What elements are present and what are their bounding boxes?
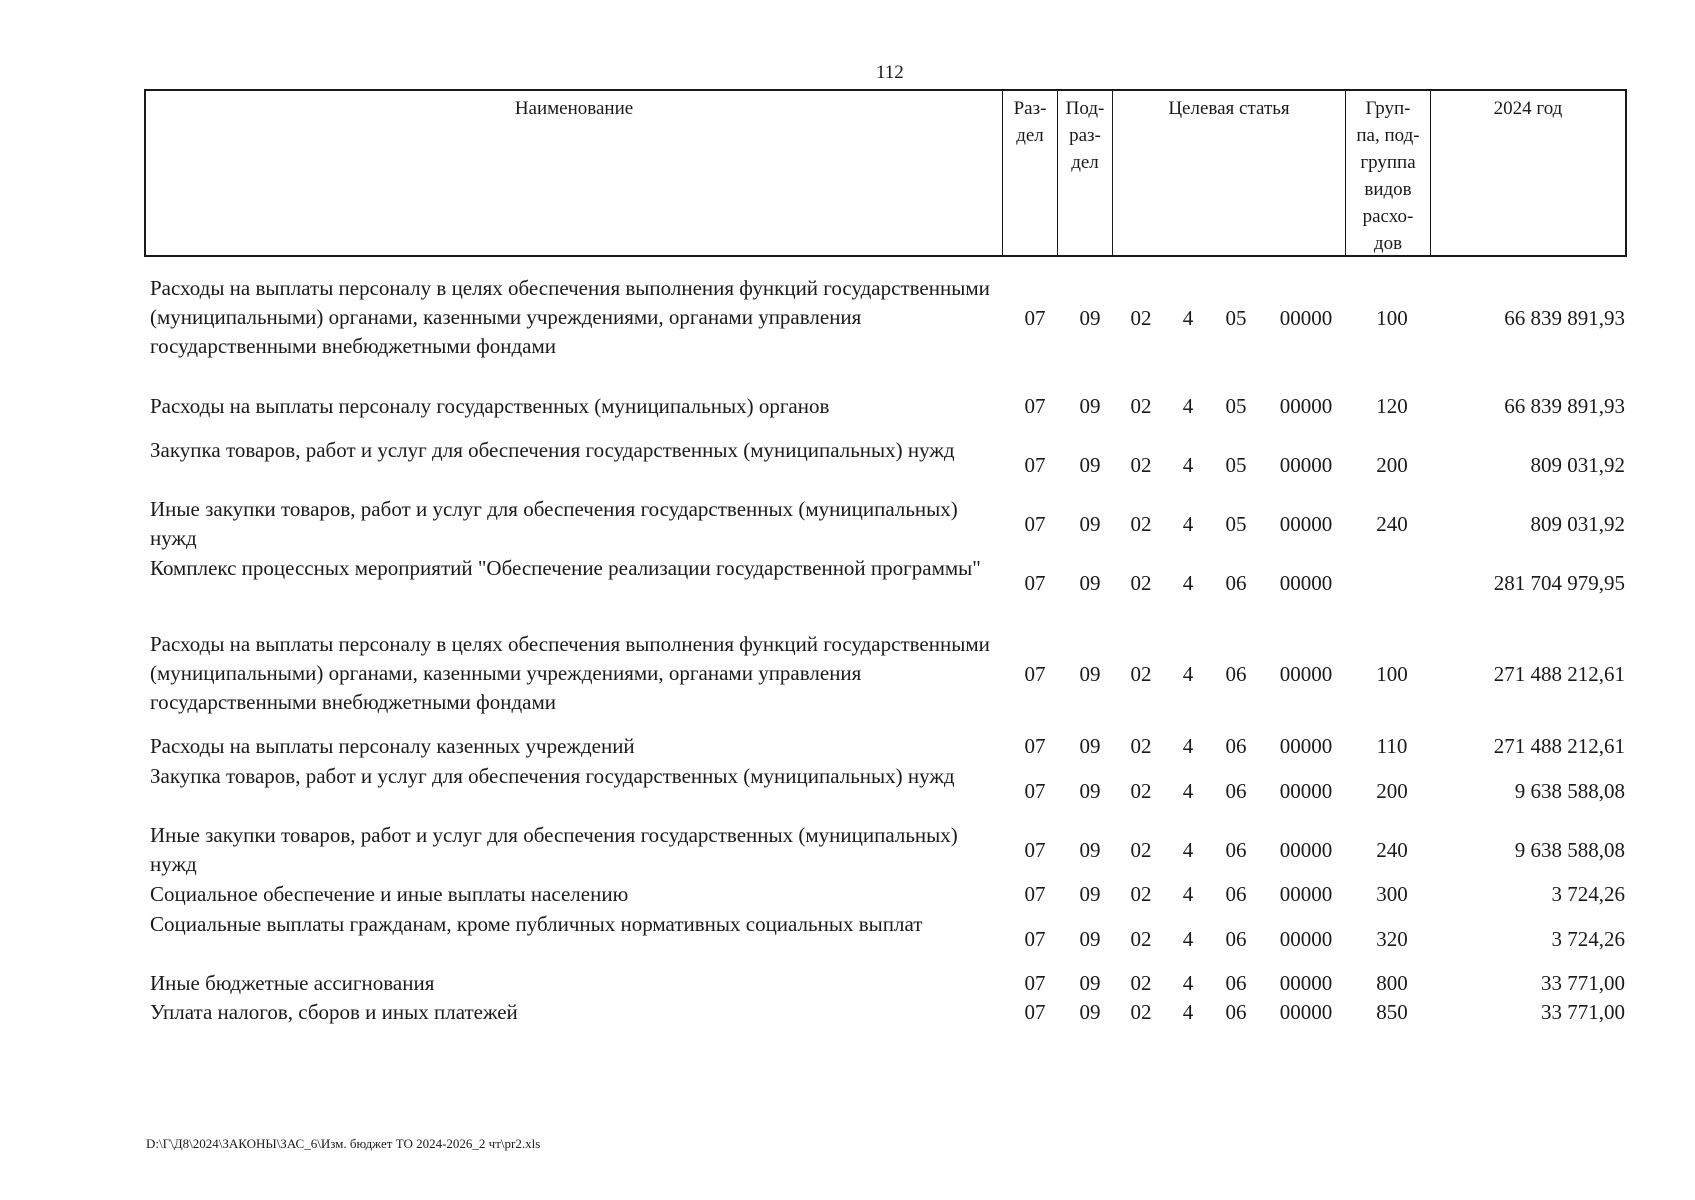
row-razdel: 07: [1024, 571, 1046, 595]
header-expense-group: Груп- па, под- группа видов расхо- дов: [1346, 91, 1431, 255]
row-podrazdel: 09: [1079, 882, 1101, 906]
row-cs-direction: 00000: [1279, 882, 1333, 906]
table-header: [144, 89, 1627, 257]
row-cs-direction: 00000: [1279, 971, 1333, 995]
row-group: 240: [1376, 512, 1408, 536]
row-cs-program: 02: [1130, 882, 1152, 906]
row-cs-program: 02: [1130, 512, 1152, 536]
row-name: Расходы на выплаты персоналу казенных учреждений: [150, 734, 635, 758]
header-section: Раз- дел: [1003, 91, 1058, 255]
row-podrazdel: 09: [1079, 779, 1101, 803]
row-amount: 33 771,00: [1541, 971, 1625, 995]
row-name: Расходы на выплаты персоналу в целях обеспечения выполнения функций государственными (муниципальными) органами, казенными учреждениями, органами управления государственными внебюджетными фондами: [150, 276, 990, 358]
row-name: Иные закупки товаров, работ и услуг для обеспечения государственных (муниципальных) нужд: [150, 497, 958, 550]
row-amount: 271 488 212,61: [1493, 734, 1625, 758]
row-amount: 3 724,26: [1551, 927, 1625, 951]
row-amount: 33 771,00: [1541, 1000, 1625, 1024]
row-amount: 809 031,92: [1530, 512, 1625, 536]
row-cs-direction: 00000: [1279, 453, 1333, 477]
row-name: Иные бюджетные ассигнования: [150, 971, 435, 995]
row-razdel: 07: [1024, 971, 1046, 995]
row-group: 100: [1376, 662, 1408, 686]
row-razdel: 07: [1024, 662, 1046, 686]
row-cs-direction: 00000: [1279, 512, 1333, 536]
row-cs-type: 4: [1182, 453, 1194, 477]
row-group: 850: [1376, 1000, 1408, 1024]
row-cs-element: 06: [1225, 779, 1247, 803]
row-cs-type: 4: [1182, 394, 1194, 418]
row-podrazdel: 09: [1079, 838, 1101, 862]
row-cs-program: 02: [1130, 1000, 1152, 1024]
row-name: Социальные выплаты гражданам, кроме публичных нормативных социальных выплат: [150, 912, 923, 936]
row-name: Социальное обеспечение и иные выплаты населению: [150, 882, 629, 906]
row-group: 120: [1376, 394, 1408, 418]
row-amount: 66 839 891,93: [1504, 306, 1625, 330]
row-name: Закупка товаров, работ и услуг для обеспечения государственных (муниципальных) нужд: [150, 764, 955, 788]
row-amount: 271 488 212,61: [1493, 662, 1625, 686]
row-razdel: 07: [1024, 394, 1046, 418]
row-cs-program: 02: [1130, 662, 1152, 686]
row-amount: 3 724,26: [1551, 882, 1625, 906]
row-amount: 281 704 979,95: [1493, 571, 1625, 595]
row-cs-type: 4: [1182, 882, 1194, 906]
row-podrazdel: 09: [1079, 662, 1101, 686]
row-cs-element: 06: [1225, 571, 1247, 595]
row-group: 110: [1376, 734, 1408, 758]
row-name: Расходы на выплаты персоналу государственных (муниципальных) органов: [150, 394, 830, 418]
row-cs-type: 4: [1182, 779, 1194, 803]
row-cs-type: 4: [1182, 734, 1194, 758]
page-number: 112: [876, 62, 904, 83]
row-cs-program: 02: [1130, 571, 1152, 595]
row-cs-type: 4: [1182, 838, 1194, 862]
row-group: 200: [1376, 453, 1408, 477]
row-cs-element: 05: [1225, 394, 1247, 418]
row-cs-program: 02: [1130, 734, 1152, 758]
row-cs-type: 4: [1182, 512, 1194, 536]
row-cs-element: 05: [1225, 306, 1247, 330]
row-razdel: 07: [1024, 779, 1046, 803]
row-amount: 66 839 891,93: [1504, 394, 1625, 418]
header-name: Наименование: [146, 91, 1003, 255]
row-podrazdel: 09: [1079, 394, 1101, 418]
row-cs-direction: 00000: [1279, 838, 1333, 862]
row-cs-element: 06: [1225, 838, 1247, 862]
row-cs-program: 02: [1130, 453, 1152, 477]
row-cs-element: 06: [1225, 971, 1247, 995]
header-year-2024: 2024 год: [1493, 98, 1563, 119]
row-cs-type: 4: [1182, 1000, 1194, 1024]
row-amount: 809 031,92: [1530, 453, 1625, 477]
row-razdel: 07: [1024, 838, 1046, 862]
row-group: 300: [1376, 882, 1408, 906]
row-cs-element: 05: [1225, 512, 1247, 536]
row-cs-program: 02: [1130, 927, 1152, 951]
row-cs-direction: 00000: [1279, 571, 1333, 595]
row-cs-direction: 00000: [1279, 306, 1333, 330]
row-name: Иные закупки товаров, работ и услуг для обеспечения государственных (муниципальных) нужд: [150, 823, 958, 876]
row-cs-element: 06: [1225, 1000, 1247, 1024]
row-cs-element: 05: [1225, 453, 1247, 477]
row-podrazdel: 09: [1079, 571, 1101, 595]
row-podrazdel: 09: [1079, 453, 1101, 477]
row-name: Закупка товаров, работ и услуг для обеспечения государственных (муниципальных) нужд: [150, 438, 955, 462]
row-cs-element: 06: [1225, 927, 1247, 951]
row-cs-direction: 00000: [1279, 662, 1333, 686]
row-razdel: 07: [1024, 927, 1046, 951]
footer-file-path: D:\Г\Д8\2024\ЗАКОНЫ\ЗАС_6\Изм. бюджет ТО 2024-2026_2 чт\pr2.xls: [146, 1136, 541, 1151]
row-podrazdel: 09: [1079, 306, 1101, 330]
row-podrazdel: 09: [1079, 512, 1101, 536]
row-cs-program: 02: [1130, 394, 1152, 418]
row-razdel: 07: [1024, 1000, 1046, 1024]
row-cs-element: 06: [1225, 882, 1247, 906]
row-podrazdel: 09: [1079, 1000, 1101, 1024]
header-target-article: Целевая статья: [1113, 91, 1346, 255]
row-group: 240: [1376, 838, 1408, 862]
row-cs-direction: 00000: [1279, 1000, 1333, 1024]
row-cs-type: 4: [1182, 306, 1194, 330]
row-razdel: 07: [1024, 306, 1046, 330]
row-group: 800: [1376, 971, 1408, 995]
row-razdel: 07: [1024, 453, 1046, 477]
row-cs-program: 02: [1130, 306, 1152, 330]
row-name: Уплата налогов, сборов и иных платежей: [150, 1000, 518, 1024]
row-cs-element: 06: [1225, 734, 1247, 758]
row-razdel: 07: [1024, 882, 1046, 906]
row-cs-program: 02: [1130, 838, 1152, 862]
row-cs-type: 4: [1182, 571, 1194, 595]
row-cs-program: 02: [1130, 971, 1152, 995]
row-cs-type: 4: [1182, 662, 1194, 686]
row-podrazdel: 09: [1079, 927, 1101, 951]
row-cs-program: 02: [1130, 779, 1152, 803]
row-cs-type: 4: [1182, 971, 1194, 995]
row-razdel: 07: [1024, 512, 1046, 536]
row-cs-type: 4: [1182, 927, 1194, 951]
row-group: 320: [1376, 927, 1408, 951]
row-razdel: 07: [1024, 734, 1046, 758]
row-cs-direction: 00000: [1279, 394, 1333, 418]
row-cs-direction: 00000: [1279, 779, 1333, 803]
row-name: Комплекс процессных мероприятий "Обеспечение реализации государственной программы": [150, 556, 981, 580]
row-cs-direction: 00000: [1279, 927, 1333, 951]
row-name: Расходы на выплаты персоналу в целях обеспечения выполнения функций государственными (муниципальными) органами, казенными учреждениями, органами управления государственными внебюджетными фондами: [150, 632, 990, 714]
row-group: 100: [1376, 306, 1408, 330]
header-subsection: Под- раз- дел: [1058, 91, 1113, 255]
row-cs-direction: 00000: [1279, 734, 1333, 758]
row-cs-element: 06: [1225, 662, 1247, 686]
row-podrazdel: 09: [1079, 734, 1101, 758]
row-group: 200: [1376, 779, 1408, 803]
row-amount: 9 638 588,08: [1514, 838, 1625, 862]
row-podrazdel: 09: [1079, 971, 1101, 995]
row-amount: 9 638 588,08: [1514, 779, 1625, 803]
